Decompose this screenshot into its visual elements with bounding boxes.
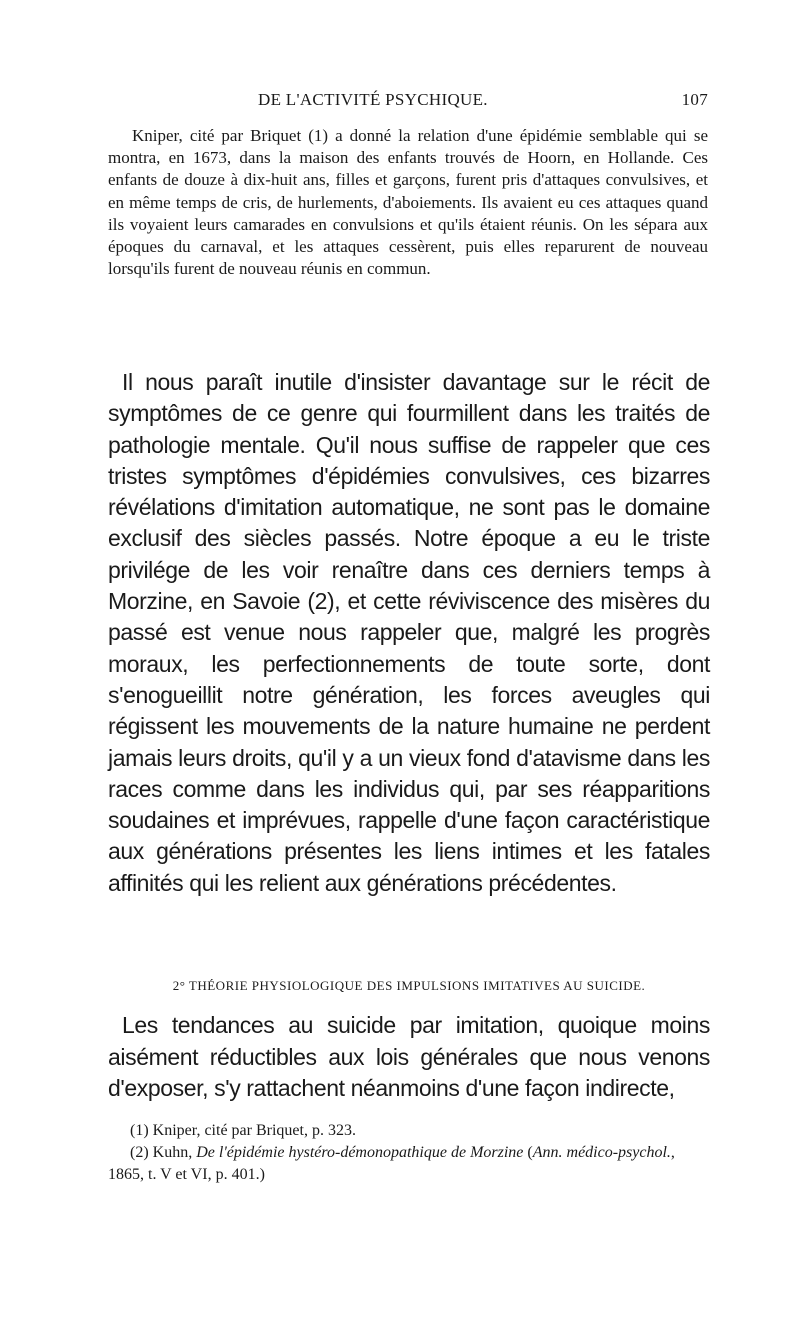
page-number: 107: [681, 90, 708, 109]
main-paragraph: Il nous paraît inutile d'insister davantage sur le récit de symptômes de ce genre qui fourmillent dans les traités de pathologie mentale. Qu'il nous suffise de rappeler que ces tristes symptômes d'épidémies convulsives, ces bizarres révélations d'imitation automatique, ne sont pas le domaine exclusif des siècles passés. Notre époque a eu le triste privilége de les voir renaître dans ces derniers temps à Morzine, en Savoie (2), et cette réviviscence des misères du passé est venue nous rappeler que, malgré les progrès moraux, les perfectionnements de toute sorte, dont s'enogueillit notre génération, les forces aveugles qui régissent les mouvements de la nature humaine ne perdent jamais leurs droits, qu'il y a un vieux fond d'atavisme dans les races comme dans les individus qui, par ses réapparitions soudaines et imprévues, rappelle d'une façon caractéristique aux générations présentes les liens intimes et les fatales affinités qui les relient aux générations précédentes.: [108, 369, 710, 896]
footnote-2-author: (2) Kuhn,: [130, 1144, 193, 1161]
footnote-1: (1) Kniper, cité par Briquet, p. 323.: [130, 1122, 356, 1139]
footnote-2: [108, 1142, 712, 1186]
intro-paragraph: Kniper, cité par Briquet (1) a donné la relation d'une épidémie semblable qui se montra, en 1673, dans la maison des enfants trouvés de Hoorn, en Hollande. Ces enfants de douze à dix-huit ans, filles et garçons, furent pris d'attaques convulsives, et en même temps de cris, de hurlements, d'aboiements. Ils avaient eu ces attaques quand ils voyaient leurs camarades en convulsions et qu'ils étaient réunis. On les sépara aux époques du carnaval, et les attaques cessèrent, puis elles reparurent de nouveau lorsqu'ils furent de nouveau réunis en commun.: [108, 126, 708, 279]
footnote-2-paren: (: [527, 1144, 533, 1161]
footnotes: [108, 1120, 712, 1186]
section-heading: 2° THÉORIE PHYSIOLOGIQUE DES IMPULSIONS IMITATIVES AU SUICIDE.: [172, 978, 646, 993]
footnote-2-title: De l'épidémie hystéro-démonopathique de Morzine: [196, 1144, 524, 1161]
footnote-2-details: , 1865, t. V et VI, p. 401.): [108, 1144, 675, 1183]
footnote-2-journal: Ann. médico-psychol.: [532, 1144, 671, 1161]
chapter-title: DE L'ACTIVITÉ PSYCHIQUE.: [258, 90, 488, 109]
section-paragraph: Les tendances au suicide par imitation, quoique moins aisément réductibles aux lois générales que nous venons d'exposer, s'y rattachent néanmoins d'une façon indirecte,: [108, 1012, 710, 1101]
